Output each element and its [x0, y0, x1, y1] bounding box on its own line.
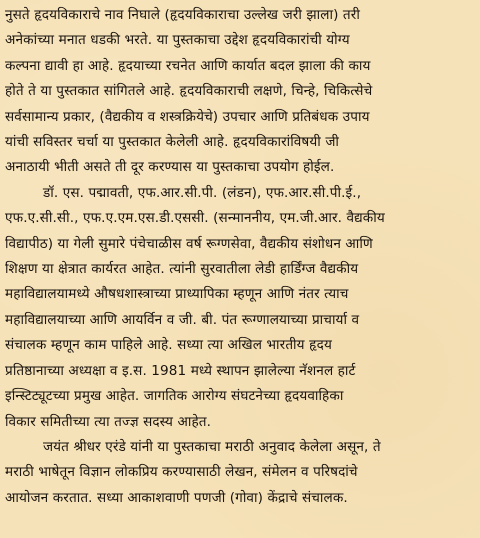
text-line: एफ.ए.सी.सी., एफ.ए.एम.एस.डी.एससी. (सन्माननीय, एम.जी.आर. वैद्यकीय [5, 210, 385, 227]
text-line: अनेकांच्या मनात धडकी भरते. या पुस्तकाचा उद्देश हृदयविकारांची योग्य [5, 32, 350, 49]
paragraph-translator-bio [5, 435, 475, 511]
text-line: प्रतिष्ठानाच्या अध्यक्षा व इ.स. 1981 मध्ये स्थापन झालेल्या नॅशनल हार्ट [5, 362, 356, 379]
text-line: महाविद्यालयाच्या आणि आयर्विन व जी. बी. पंत रूग्णालयाच्या प्राचार्या व [5, 311, 360, 328]
paragraph-author-bio [5, 181, 475, 435]
text-line: कल्पना द्यावी हा आहे. हृदयाच्या रचनेत आणि कार्यात बदल झाला की काय [5, 57, 371, 74]
text-line: महाविद्यालयामध्ये औषधशास्त्राच्या प्राध्यापिका म्हणून आणि नंतर त्याच [5, 286, 349, 303]
text-line: इन्स्टिट्यूटच्या प्रमुख आहेत. जागतिक आरोग्य संघटनेच्या हृदयवाहिका [5, 388, 344, 405]
text-line: यांची सविस्तर चर्चा या पुस्तकात केलेली आहे. हृदयविकारांविषयी जी [5, 134, 340, 151]
text-line: विकार समितीच्या त्या तज्ज्ञ सदस्य आहेत. [5, 413, 212, 430]
text-line: होते ते या पुस्तकात सांगितले आहे. हृदयविकाराची लक्षणे, चिन्हे, चिकित्सेचे [5, 83, 373, 100]
text-line: सर्वसामान्य प्रकार, (वैद्यकीय व शस्त्रक्रियेचे) उपचार आणि प्रतिबंधक उपाय [5, 108, 370, 125]
text-line: संचालक म्हणून काम पाहिले आहे. सध्या त्या अखिल भारतीय हृदय [5, 337, 332, 354]
paragraph-book-description [5, 3, 475, 181]
text-line: अनाठायी भीती असते ती दूर करण्यास या पुस्तकाचा उपयोग होईल. [5, 159, 335, 176]
text-line: जयंत श्रीधर एरंडे यांनी या पुस्तकाचा मराठी अनुवाद केलेला असून, ते [43, 438, 381, 455]
text-line: शिक्षण या क्षेत्रात कार्यरत आहेत. त्यांनी सुरवातीला लेडी हार्डिंग्ज वैद्यकीय [5, 261, 359, 278]
text-line: मराठी भाषेतून विज्ञान लोकप्रिय करण्यासाठी लेखन, संमेलन व परिषदांचे [5, 464, 358, 481]
text-line: डॉ. एस. पद्मावती, एफ.आर.सी.पी. (लंडन), एफ.आर.सी.पी.ई., [43, 184, 362, 201]
text-line: विद्यापीठ) या गेली सुमारे पंचेचाळीस वर्ष रूग्णसेवा, वैद्यकीय संशोधन आणि [5, 235, 373, 252]
text-line: नुसते हृदयविकाराचे नाव निघाले (हृदयविकाराचा उल्लेख जरी झाला) तरी [5, 7, 360, 23]
text-line: आयोजन करतात. सध्या आकाशवाणी पणजी (गोवा) केंद्राचे संचालक. [5, 489, 348, 506]
